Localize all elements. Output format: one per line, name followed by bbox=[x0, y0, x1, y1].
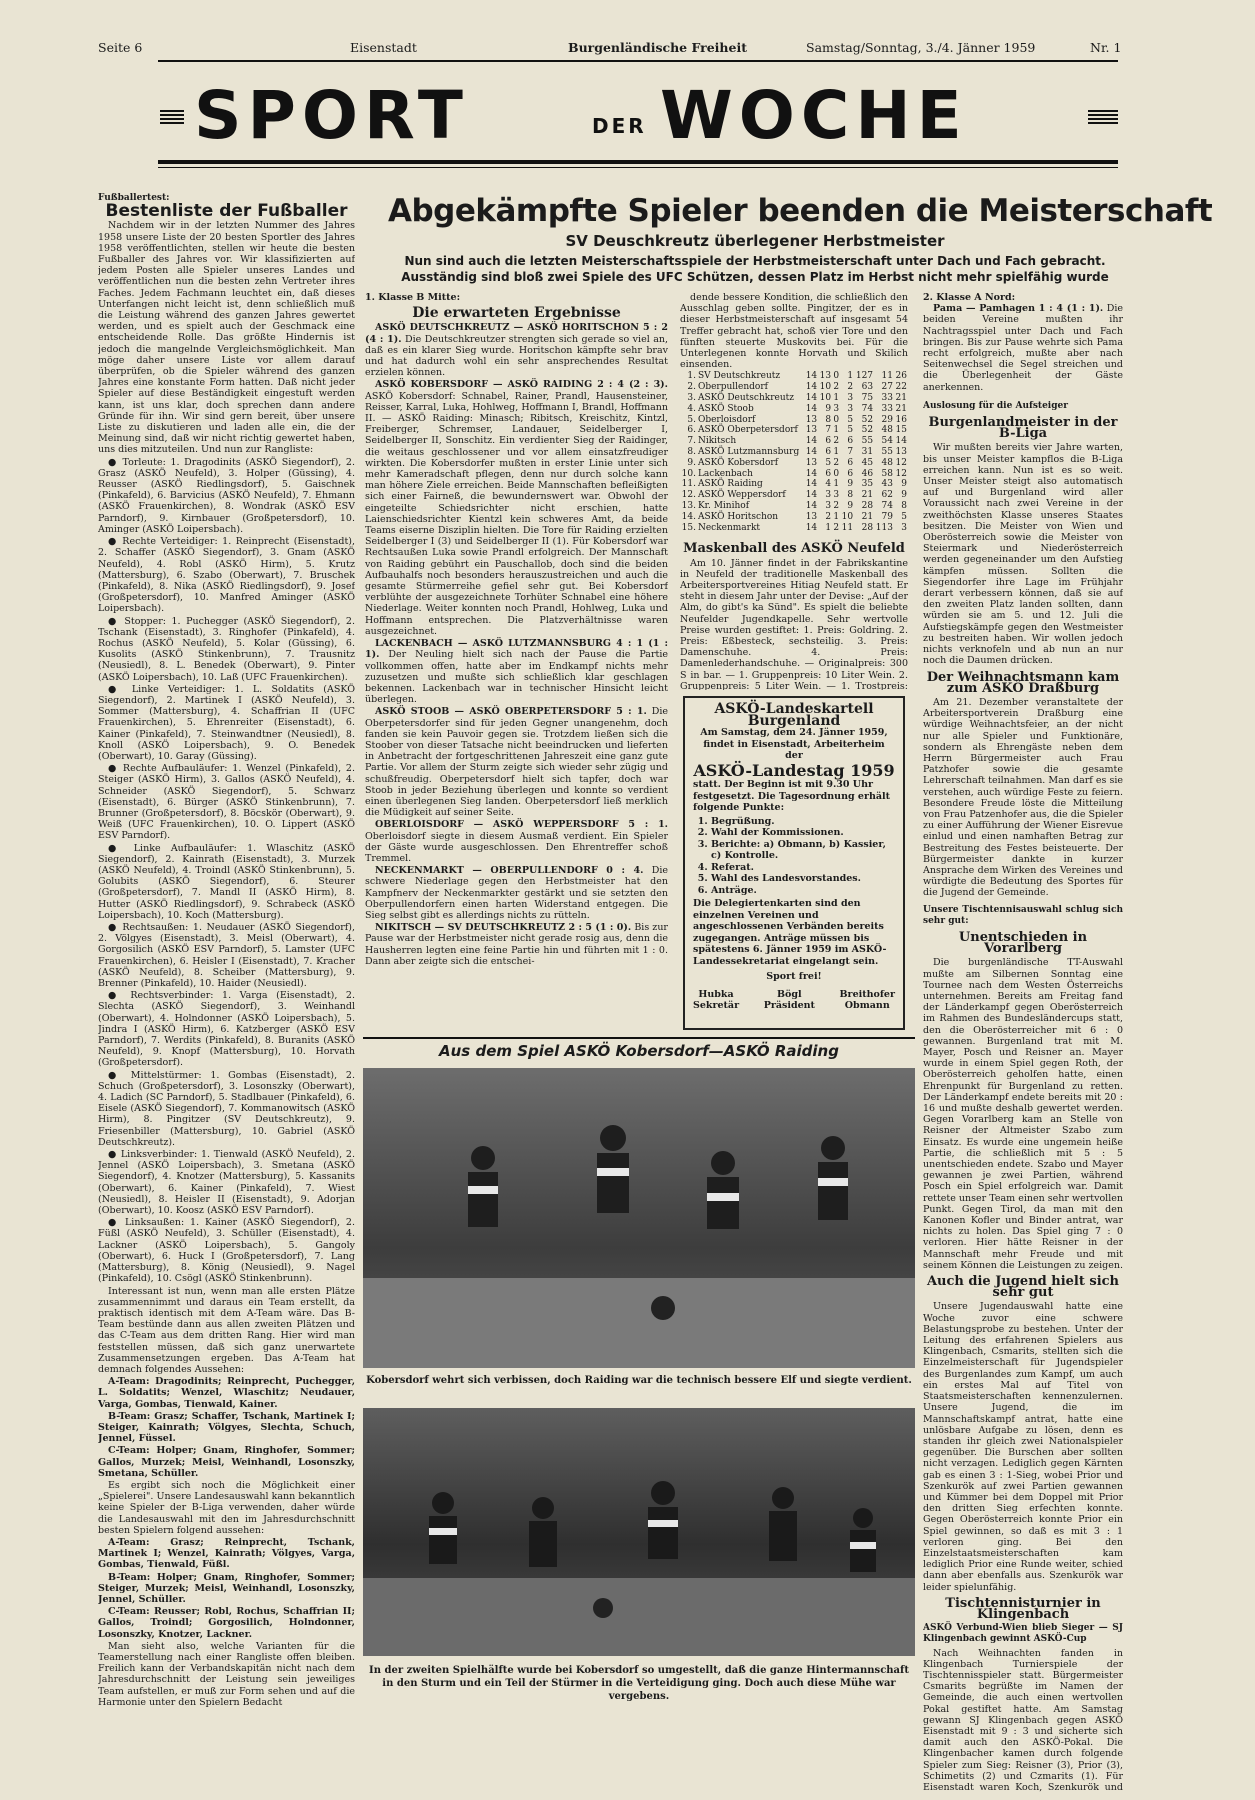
table-cell: 9 bbox=[825, 403, 832, 414]
right-title-1: Burgenlandmeister in der B-Liga bbox=[928, 415, 1118, 442]
team-c-1: C-Team: Holper; Gnam, Ringhofer, Sommer; Gallos, Murzek; Meisl, Weinhandl, Losonszky, Smetana, Schüller. bbox=[98, 1445, 355, 1479]
ranking-right-inside: ● Rechtsverbinder: 1. Varga (Eisenstadt), 2. Slechta (ASKÖ Siegendorf), 3. Weinhandl (Oberwart), 4. Holndonner (ASKÖ Loipersbach), 5. Jindra I (ASKÖ Hirm), 6. Katzberger (ASKÖ ESV Parndorf), 7. Werdits (Pinkafeld), 8. Buranits (ASKÖ Neufeld), 9. Knopf (Mattersburg), 10. Horvath (Großpetersdorf). bbox=[98, 990, 355, 1069]
table-cell: Nikitsch bbox=[697, 436, 737, 447]
table-cell: 4 bbox=[825, 479, 832, 490]
table-cell: 2 bbox=[833, 457, 840, 468]
masthead-sport: SPORT bbox=[194, 77, 469, 154]
table-cell: 45 bbox=[861, 457, 874, 468]
table-cell: 10 bbox=[841, 511, 854, 522]
table-cell: 3 bbox=[833, 403, 840, 414]
right-title-2: Der Weihnachtsmann kam zum ASKÖ Draßburg bbox=[926, 669, 1120, 696]
signer-name: Hubka bbox=[698, 988, 734, 1000]
right-title-5: Tischtennisturnier in Klingenbach bbox=[945, 1595, 1101, 1622]
table-cell: 52 bbox=[861, 425, 874, 436]
box-note: Die Delegiertenkarten sind den einzelnen Vereinen und angeschlossenen Verbänden bereits zugegangen. Anträge müssen bis spätestens 6. Jänner 1959 im ASKÖ-Landessekretariat eingelangt sein. bbox=[693, 898, 887, 967]
match-5-text: Oberloisdorf siegte in diesem Ausmaß verdient. Ein Spieler der Gäste wurde ausgeschlossen. Den Ehrentreffer schoß Tremmel. bbox=[365, 830, 668, 864]
agenda-item: 4. Referat. bbox=[711, 862, 895, 874]
table-row bbox=[680, 415, 908, 426]
results-column bbox=[365, 292, 668, 1004]
table-cell: 113 bbox=[875, 522, 893, 533]
table-cell: 13 bbox=[805, 511, 818, 522]
table-cell: ASKÖ Lutzmannsburg bbox=[697, 447, 800, 457]
table-cell: 8 bbox=[847, 490, 854, 501]
left-end: Man sieht also, welche Varianten für die Teamerstellung nach einer Rangliste offen bleiben. Freilich kann der Verbandskapitän nicht nach dem Jahresdurchschnitt der Leistung sein jeweiliges Team aufstellen, er muß zur Form sehen und auf die Harmonie unter den Spielern Bedacht bbox=[98, 1640, 355, 1708]
table-cell: 14 bbox=[805, 393, 818, 404]
results-title: Die erwarteten Ergebnisse bbox=[412, 305, 621, 322]
table-cell: 54 bbox=[881, 436, 893, 447]
table-cell: 3 bbox=[825, 490, 832, 501]
announcement-box bbox=[683, 696, 905, 1030]
team-a-2: A-Team: Grasz; Reinprecht, Tschank, Martinek I; Wenzel, Kainrath; Völgyes, Varga, Gombas, Tienwald, Füßl. bbox=[98, 1536, 355, 1571]
table-row bbox=[680, 469, 908, 480]
table-cell: 8 bbox=[825, 414, 832, 425]
table-cell: 1 bbox=[833, 511, 840, 522]
table-cell: 14 bbox=[805, 500, 818, 511]
table-cell: 0 bbox=[833, 371, 840, 382]
photo-rule bbox=[363, 1037, 915, 1039]
table-cell: Lackenbach bbox=[697, 468, 753, 479]
table-cell: 6 bbox=[825, 468, 832, 479]
header-rule bbox=[158, 60, 1118, 62]
photo-caption-1: Kobersdorf wehrt sich verbissen, doch Raiding war die technisch bessere Elf und siegte verdient. bbox=[366, 1375, 912, 1386]
table-cell: 3 bbox=[847, 403, 854, 414]
right-kicker-3: Unsere Tischtennisauswahl schlug sich sehr gut: bbox=[923, 904, 1123, 926]
table-cell: SV Deutschkreutz bbox=[697, 371, 781, 382]
right-column bbox=[923, 292, 1123, 1792]
right-section: 2. Klasse A Nord: bbox=[923, 292, 1016, 303]
table-cell: 10. bbox=[681, 468, 696, 479]
table-cell: 5. bbox=[687, 414, 696, 425]
page-number: Seite 6 bbox=[98, 40, 143, 55]
right-text-3: Die burgenländische TT-Auswahl mußte am Silbernen Sonntag eine Tournee nach dem Westen Österreichs unternehmen. Bereits am Freitag fand der Länderkampf gegen Oberösterreich im Rahmen des Bundesländercups statt, den die Oberösterreicher mit 6 : 0 gewannen. Burgenland trat mit M. Mayer, Posch und Reisner an. Mayer wurde in einem Spiel gegen Roth, der Oberösterreich geholfen hatte, einen Ehrenpunkt für Burgenland zu retten. Der Länderkampf endete bereits mit 20 : 16 und mußte deshalb gewertet werden. Gegen Vorarlberg kam an Stelle von Reisner der Altmeister Szabo zum Einsatz. Es wurde eine ungemein heiße Partie, die schließlich mit 5 : 5 unentschieden endete. Szabo und Mayer gewannen je zwei Partien, während Posch ein Spiel erfolgreich war. Damit rettete unser Team einen sehr wertvollen Punkt. Gegen Tirol, da man mit den Kanonen Kofler und Binder antrat, war nichts zu holen. Das Spiel ging 7 : 0 verloren. Hier hätte Reisner in der Mannschaft mehr Freude und mit seinem Können die Leistungen zu zeigen. bbox=[923, 957, 1123, 1271]
main-subheadline: SV Deuschkreutz überlegener Herbstmeister bbox=[565, 232, 945, 250]
masthead-rule bbox=[158, 160, 1118, 164]
table-cell: 55 bbox=[861, 436, 874, 447]
table-cell: 33 bbox=[881, 393, 893, 404]
box-start: statt. Der Beginn ist mit 9.30 Uhr festgesetzt. Die Tagesordnung erhält folgende Punkte: bbox=[693, 779, 891, 813]
table-row bbox=[680, 371, 908, 382]
table-cell: 52 bbox=[861, 414, 874, 425]
right-kicker-1: Auslosung für die Aufsteiger bbox=[923, 400, 1068, 411]
masthead bbox=[160, 78, 1120, 158]
table-cell: ASKÖ Raiding bbox=[697, 479, 763, 490]
table-cell: 6 bbox=[825, 436, 832, 447]
left-intro: Nachdem wir in der letzten Nummer des Jahres 1958 unsere Liste der 20 besten Sportler des Jahres 1958 veröffentlichten, stellen wir heute die besten Fußballer des Jahres vor. Wir klassifizierten auf jedem Posten alle Spieler unseres Landes und veröffentlichen nun die besten zehn Vertreter ihres Faches. Jedem Fachmann leuchtet ein, daß dieses Unterfangen nicht leicht ist, denn schließlich muß die Leistung während des ganzen Jahres gewertet werden, und es spielt auch der Geschmack eine entscheidende Rolle. Das größte Hindernis ist jedoch die mangelnde Vergleichsmöglichkeit. Man möge daher unsere Liste vor allem darauf überprüfen, ob die Spieler während des ganzen Jahres eine konstante Form hatten. Daß nicht jeder Spieler auf diese Beständigkeit eingestuft werden kann, ist uns klar, doch sprechen dann andere Gründe für ihn. Wir sind gern bereit, über unsere Liste zu diskutieren und laden alle ein, die der Meinung sind, daß wir nicht richtig gewertet haben, uns dies mitzuteilen. Und nun zur Rangliste: bbox=[98, 220, 355, 456]
table-cell: 7 bbox=[825, 425, 832, 436]
main-lead: Nun sind auch die letzten Meisterschaftsspiele der Herbstmeisterschaft unter Dach und Fach gebracht. Ausständig sind bloß zwei Spiele des UFC Schützen, dessen Platz im Herbst nicht mehr spielfähig wurde bbox=[401, 254, 1109, 284]
table-cell: 1 bbox=[833, 479, 840, 490]
table-cell: 11 bbox=[881, 371, 893, 382]
right-text-1: Wir mußten bereits vier Jahre warten, bis unser Meister kampflos die B-Liga erreichen kann. Nun ist es so weit. Unser Meister steigt also automatisch auf und Burgenland wird aller Voraussicht nach zwei Vereine in der zweithöchsten Klasse unseres Staates besitzen. Die Meister von Wien und Oberösterreich sowie die Meister von Steiermark und Niederösterreich werden gegeneinander um den Aufstieg kämpfen müssen. Sollten die Siegendorfer ihre Lage im Frühjahr derart verbessern können, daß sie auf den zweiten Platz landen sollten, dann würden sie am 5. und 12. Juli die Aufstiegskämpfe gegen den Westmeister zu bestreiten haben. Wir wollen jedoch nichts verknofeln und ab nun an nur noch die Daumen drücken. bbox=[923, 442, 1123, 667]
agenda-item: 2. Wahl der Kommissionen. bbox=[711, 827, 895, 839]
table-cell: 13 bbox=[805, 457, 818, 468]
box-title: ASKÖ-Landeskartell Burgenland bbox=[714, 701, 874, 729]
ball-title: Maskenball des ASKÖ Neufeld bbox=[683, 541, 905, 557]
table-cell: 2 bbox=[833, 436, 840, 447]
table-cell: 14 bbox=[805, 490, 818, 501]
table-cell: 2 bbox=[833, 382, 840, 393]
table-cell: 74 bbox=[881, 500, 893, 511]
league-table bbox=[680, 371, 908, 533]
table-row bbox=[680, 512, 908, 523]
table-cell: 58 bbox=[881, 468, 893, 479]
table-cell: 6 bbox=[847, 436, 854, 447]
table-cell: 6. bbox=[687, 425, 696, 436]
match-7-text: Bis zur Pause war der Herbstmeister nicht gerade rosig aus, denn die Hausherren legten eine feine Partie hin und führten mit 1 : 0. Dann aber zeigte sich die entschei- bbox=[365, 922, 668, 967]
ranking-centre-forwards: ● Mittelstürmer: 1. Gombas (Eisenstadt), 2. Schuch (Großpetersdorf), 3. Losonszky (Oberwart), 4. Ladich (SC Parndorf), 5. Stadlbauer (Pinkafeld), 6. Eisele (ASKÖ Siegendorf), 7. Kommanowitsch (ASKÖ Hirm), 8. Pingitzer (SV Deutschkreutz), 9. Friesenbiller (Mattersburg), 10. Gabriel (ASKÖ Deutschkreutz). bbox=[98, 1069, 355, 1148]
table-cell: 22 bbox=[895, 382, 907, 393]
table-cell: 9 bbox=[901, 479, 907, 490]
table-row bbox=[680, 523, 908, 534]
match-3-text: Der Neuling hielt sich nach der Pause die Partie vollkommen offen, hatte aber im Endkampf nichts mehr zuzusetzen und mußte sich schließlich klar geschlagen bekennen. Lackenbach war in technischer Hinsicht leicht überlegen. bbox=[365, 649, 668, 706]
signer-name: Bögl bbox=[777, 988, 802, 1000]
issue-number: Nr. 1 bbox=[1090, 40, 1122, 55]
photo-title: Aus dem Spiel ASKÖ Kobersdorf—ASKÖ Raiding bbox=[439, 1042, 839, 1060]
table-cell: 14 bbox=[805, 371, 818, 382]
place: Eisenstadt bbox=[350, 40, 417, 55]
table-cell: 46 bbox=[861, 468, 874, 479]
table-cell: 5 bbox=[847, 414, 854, 425]
table-cell: 27 bbox=[881, 382, 893, 393]
table-cell: Oberloisdorf bbox=[697, 414, 756, 425]
table-cell: ASKÖ Stoob bbox=[697, 403, 754, 414]
match-7-continued: dende bessere Kondition, die schließlich den Ausschlag geben sollte. Pingitzer, der es in dieser Herbstmeisterschaft auf insgesamt 54 Treffer gebracht hat, schoß vier Tore und den fünften steuerte Muskovits bei. Für die Unterlegenen konnte Horvath und Skilich einsenden. bbox=[680, 292, 908, 371]
match-5-head: OBERLOISDORF — ASKÖ WEPPERSDORF 5 : 1. bbox=[375, 819, 668, 831]
match-4-head: ASKÖ STOOB — ASKÖ OBERPETERSDORF 5 : 1. bbox=[375, 706, 647, 718]
table-cell: 0 bbox=[833, 468, 840, 479]
table-cell: 13 bbox=[819, 371, 832, 382]
left-after: Interessant ist nun, wenn man alle ersten Plätze zusammennimmt und daraus ein Team erstellt, da praktisch identisch mit dem A-Team wäre. Das B-Team bestünde dann aus allen zweiten Plätzen und das C-Team aus dem dritten Rang. Hier wird man feststellen müssen, daß sich ganz unerwartete Zusammensetzungen ergeben. Das A-Team hat demnach folgendes Aussehen: bbox=[98, 1285, 355, 1375]
table-cell: 43 bbox=[881, 479, 893, 490]
table-cell: 6 bbox=[847, 468, 854, 479]
table-cell: 10 bbox=[819, 382, 832, 393]
match-6-head: NECKENMARKT — OBERPULLENDORF 0 : 4. bbox=[375, 865, 644, 877]
table-cell: 31 bbox=[861, 447, 874, 457]
table-cell: 21 bbox=[861, 511, 874, 522]
table-cell: 6 bbox=[847, 457, 854, 468]
team-b-1: B-Team: Grasz; Schaffer, Tschank, Martinek I; Steiger, Kainrath; Völgyes, Slechta, Schuch, Jennel, Füssel. bbox=[98, 1410, 355, 1445]
table-row bbox=[680, 382, 908, 393]
table-cell: 63 bbox=[861, 382, 874, 393]
table-cell: Oberpullendorf bbox=[697, 382, 768, 393]
ranking-stoppers: ● Stopper: 1. Puchegger (ASKÖ Siegendorf), 2. Tschank (Eisenstadt), 3. Ringhofer (Pinkafeld), 4. Rochus (ASKÖ Neufeld), 5. Kolar (Güssing), 6. Kusolits (ASKÖ Stinkenbrunn), 7. Trausnitz (Neusiedl), 8. L. Benedek (Oberwart), 9. Pinter (ASKÖ Loipersbach), 10. Laß (UFC Frauenkirchen). bbox=[98, 615, 355, 683]
table-cell: 2. bbox=[687, 382, 696, 393]
table-cell: 14 bbox=[805, 447, 818, 457]
table-cell: 8 bbox=[901, 500, 907, 511]
table-cell: Kr. Minihof bbox=[697, 500, 750, 511]
agenda-item: 5. Wahl des Landesvorstandes. bbox=[711, 873, 895, 885]
table-row bbox=[680, 458, 908, 469]
table-cell: 13 bbox=[805, 425, 818, 436]
table-row bbox=[680, 501, 908, 512]
table-cell: 1. bbox=[687, 371, 696, 382]
table-cell: 3 bbox=[847, 393, 854, 404]
table-cell: 2 bbox=[833, 522, 840, 533]
table-cell: 8. bbox=[687, 447, 696, 457]
table-cell: 2 bbox=[847, 382, 854, 393]
table-cell: 79 bbox=[881, 511, 893, 522]
table-cell: 29 bbox=[881, 414, 893, 425]
box-event: ASKÖ-Landestag 1959 bbox=[693, 760, 895, 780]
match-1-text: Die Deutschkreutzer strengten sich gerade so viel an, daß es ein klarer Sieg wurde. Horitschon kämpfte sehr brav und hat dadurch wohl ein sehr ansprechendes Resultat erzielen können. bbox=[365, 333, 668, 379]
agenda-item: 6. Anträge. bbox=[711, 885, 895, 897]
masthead-woche: WOCHE bbox=[660, 77, 968, 154]
table-cell: 21 bbox=[895, 403, 907, 414]
table-cell: 7. bbox=[687, 436, 696, 447]
masthead-der: DER bbox=[592, 114, 647, 138]
pama-text: Die beiden Vereine mußten ihr Nachtragsspiel unter Dach und Fach bringen. Bis zur Pause wehrte sich Pama recht erfolgreich, mußte aber nach Seitenwechsel die Segel streichen und die Überlegenheit der Gäste anerkennen. bbox=[923, 303, 1123, 393]
match-6-text: Die schwere Niederlage gegen den Herbstmeister hat den Kampfnerv der Neckenmarkter gestärkt und sie setzten den Oberpullendorfern einen harten Widerstand entgegen. Die Sieg selbst gibt es allerdings nichts zu rütteln. bbox=[365, 865, 668, 921]
table-row bbox=[680, 425, 908, 436]
table-cell: 14 bbox=[805, 382, 818, 393]
paper-name: Burgenländische Freiheit bbox=[568, 40, 747, 55]
table-cell: 75 bbox=[861, 393, 874, 404]
signer-role: Präsident bbox=[763, 1000, 815, 1011]
table-cell: 9 bbox=[847, 479, 854, 490]
table-cell: 2 bbox=[833, 500, 840, 511]
table-row bbox=[680, 404, 908, 415]
table-cell: 12. bbox=[681, 490, 696, 501]
box-signatures bbox=[693, 989, 895, 1012]
pama-head: Pama — Pamhagen 1 : 4 (1 : 1). bbox=[933, 303, 1104, 315]
table-cell: 28 bbox=[861, 522, 874, 533]
table-cell: 12 bbox=[895, 457, 907, 468]
masthead-rule-thin bbox=[158, 167, 1118, 168]
agenda-item: 1. Begrüßung. bbox=[711, 816, 895, 828]
box-greeting: Sport frei! bbox=[766, 971, 822, 982]
table-cell: 13 bbox=[805, 414, 818, 425]
match-3-head: LACKENBACH — ASKÖ LUTZMANNSBURG 4 : 1 (1 : 1). bbox=[365, 638, 668, 661]
table-cell: 13 bbox=[895, 447, 907, 457]
table-cell: 0 bbox=[833, 414, 840, 425]
table-column bbox=[680, 292, 908, 690]
table-cell: 127 bbox=[855, 371, 874, 382]
table-cell: ASKÖ Weppersdorf bbox=[697, 490, 786, 501]
team-a-1: A-Team: Dragodinits; Reinprecht, Puchegger, L. Soldatits; Wenzel, Wlaschitz; Neudauer, Varga, Gombas, Tienwald, Kainer. bbox=[98, 1376, 355, 1410]
ball-text: Am 10. Jänner findet in der Fabrikskantine in Neufeld der traditionelle Maskenball des Arbeitersportvereines Hitiag Neufeld statt. Er steht in diesem Jahr unter der Devise: „Auf der Alm, do gibt's ka Sünd". Es spielt die beliebte Neufelder Jugendkapelle. Sehr wertvolle Preise wurden gestiftet: 1. Preis: Goldring. 2. Preis: Eßbesteck, sechsteilig. 3. Preis: Damenschuhe. 4. Preis: Damenlederhandschuhe. — Originalpreis: 300 S in bar. — 1. Gruppenpreis: 10 Liter Wein. 2. Gruppenpreis: 5 Liter Wein. — 1. Trostpreis: bbox=[680, 557, 908, 690]
table-cell: 14. bbox=[681, 511, 696, 522]
table-cell: Neckenmarkt bbox=[697, 522, 761, 533]
table-row bbox=[680, 490, 908, 501]
table-cell: 35 bbox=[861, 479, 874, 490]
table-row bbox=[680, 436, 908, 447]
table-cell: 10 bbox=[819, 393, 832, 404]
table-cell: 21 bbox=[861, 490, 874, 501]
signer-role: Sekretär bbox=[693, 1000, 740, 1011]
table-cell: 26 bbox=[895, 371, 907, 382]
table-cell: 5 bbox=[901, 511, 907, 522]
table-cell: 3 bbox=[833, 490, 840, 501]
table-cell: 12 bbox=[895, 468, 907, 479]
table-cell: 1 bbox=[833, 425, 840, 436]
table-cell: 11. bbox=[681, 479, 696, 490]
left-title: Bestenliste der Fußballer bbox=[105, 201, 348, 222]
table-cell: 14 bbox=[805, 436, 818, 447]
table-cell: 62 bbox=[881, 490, 893, 501]
ranking-right-wings: ● Rechtsaußen: 1. Neudauer (ASKÖ Siegendorf), 2. Völgyes (Eisenstadt), 3. Meisl (Oberwart), 4. Gorgosilich (ASKÖ ESV Parndorf), 5. Lamster (UFC Frauenkirchen), 6. Heisler I (Eisenstadt), 7. Kracher (ASKÖ Neufeld), 8. Scheiber (Mattersburg), 9. Brenner (Pinkafeld), 10. Haider (Neusiedl). bbox=[98, 922, 355, 990]
table-cell: ASKÖ Deutschkreutz bbox=[697, 393, 794, 404]
table-cell: 2 bbox=[825, 511, 832, 522]
table-cell: 14 bbox=[805, 403, 818, 414]
table-cell: 33 bbox=[881, 403, 893, 414]
ranking-right-backs: ● Rechte Verteidiger: 1. Reinprecht (Eisenstadt), 2. Schaffer (ASKÖ Siegendorf), 3. Gnam (ASKÖ Neufeld), 4. Robl (ASKÖ Hirm), 5. Krutz (Mattersburg), 6. Szabo (Oberwart), 7. Bruschek (Pinkafeld), 8. Nika (ASKÖ Riedlingsdorf), 9. Josef (Großpetersdorf), 10. Manfred Aminger (ASKÖ Loipersbach). bbox=[98, 536, 355, 615]
table-cell: 11 bbox=[841, 522, 854, 533]
table-cell: 55 bbox=[881, 447, 893, 457]
photo-football-2 bbox=[363, 1408, 915, 1656]
football-scene-1-icon bbox=[363, 1068, 915, 1368]
table-cell: 48 bbox=[881, 457, 893, 468]
left-middle: Es ergibt sich noch die Möglichkeit einer „Spielerei". Unsere Landesauswahl kann bekanntlich keine Spieler der B-Liga verwenden, daher würde die Landesauswahl mit den im Jahresdurchschnitt besten Spielern folgend aussehen: bbox=[98, 1479, 355, 1536]
issue-date: Samstag/Sonntag, 3./4. Jänner 1959 bbox=[806, 40, 1036, 55]
table-cell: 7 bbox=[847, 447, 854, 457]
main-headline: Abgekämpfte Spieler beenden die Meisterschaft bbox=[388, 193, 1213, 229]
table-cell: 6 bbox=[825, 447, 832, 457]
table-cell: 1 bbox=[847, 371, 854, 382]
table-cell: 15 bbox=[895, 425, 907, 436]
page-header bbox=[0, 40, 1255, 60]
table-row bbox=[680, 447, 908, 458]
table-cell: 48 bbox=[881, 425, 893, 436]
agenda-item: 3. Berichte: a) Obmann, b) Kassier, c) Kontrolle. bbox=[711, 839, 895, 862]
ranking-left-halves: ● Linke Aufbauläufer: 1. Wlaschitz (ASKÖ Siegendorf), 2. Kainrath (Eisenstadt), 3. Murzek (ASKÖ Neufeld), 4. Troindl (ASKÖ Stinkenbrunn), 5. Golubits (ASKÖ Siegendorf), 6. Steurer (Großpetersdorf), 7. Mandl II (ASKÖ Hirm), 8. Hutter (ASKÖ Riedlingsdorf), 9. Schrabeck (ASKÖ Loipersbach), 10. Koch (Mattersburg). bbox=[98, 842, 355, 921]
table-cell: 9. bbox=[687, 457, 696, 468]
table-cell: 74 bbox=[861, 403, 874, 414]
left-column bbox=[98, 193, 355, 1793]
table-cell: 3. bbox=[687, 393, 696, 404]
right-text-4: Unsere Jugendauswahl hatte eine Woche zuvor eine schwere Belastungsprobe zu bestehen. Unter der Leitung des erfahrenen Spielers aus Klingenbach, Csmarits, stellten sich die Einzelmeisterschaft für Jugendspieler des Burgenlandes zum Kampf, um auch ein erstes Mal auf Titel von Staatsmeisterschaften kennenzulernen. Unsere Jugend, die im Mannschaftskampf antrat, hatte eine unlösbare Aufgabe zu lösen, denn es standen ihr gleich zwei Nationalspieler gegenüber. Die Burschen aber sollten nicht verzagen. Lediglich gegen Kärnten gab es einen 3 : 1-Sieg, wobei Prior und Szenkurök auf zwei Partien gewannen und Kümmer bei dem Doppel mit Prior den dritten Sieg erfechten konnte. Gegen Oberösterreich konnte Prior ein Spiel gewinnen, so daß es mit 3 : 1 verloren ging. Bei den Einzelstaatsmeisterschaften kam lediglich Prior eine Runde weiter, schied dann aber ebenfalls aus. Szenkurök war leider spielunfähig. bbox=[923, 1301, 1123, 1593]
table-cell: 4. bbox=[687, 403, 696, 414]
football-scene-2-icon bbox=[363, 1408, 915, 1656]
photo-football-1 bbox=[363, 1068, 915, 1368]
left-kicker: Fußballertest: bbox=[98, 193, 170, 203]
table-cell: 13. bbox=[681, 500, 696, 511]
table-cell: ASKÖ Oberpetersdorf bbox=[697, 425, 798, 436]
table-cell: 9 bbox=[847, 500, 854, 511]
table-cell: 1 bbox=[825, 522, 832, 533]
table-cell: 21 bbox=[895, 393, 907, 404]
table-cell: 14 bbox=[805, 468, 818, 479]
signer-role: Obmann bbox=[844, 1000, 890, 1011]
right-text-2: Am 21. Dezember veranstaltete der Arbeitersportverein Draßburg eine würdige Weihnachtsfeier, an der nicht nur alle Spieler und Funktionäre, sondern als Ehrengäste neben dem Herrn Bürgermeister auch Frau Patzhofer sowie die gesamte Lehrerschaft teilnahmen. Man darf es sie verstehen, auch würdige Feste zu feiern. Besondere Freude löste die Mitteilung von Frau Patzenhofer aus, die die Spieler zu einer Aufführung der Wiener Eisrevue einlud und einen namhaften Betrag zur Bestreitung des Festes beisteuerte. Der Bürgermeister dankte in kurzer Ansprache dem Wirken des Vereines und würdigte die Bedeutung des Sportes für die Jugend der Gemeinde. bbox=[923, 696, 1123, 899]
team-c-2: C-Team: Reusser; Robl, Rochus, Schaffrian II; Gallos, Troindl; Gorgosilich, Holndonner, Losonszky, Knotzer, Lackner. bbox=[98, 1606, 355, 1640]
table-cell: 16 bbox=[895, 414, 907, 425]
match-2-text: ASKÖ Kobersdorf: Schnabel, Rainer, Prandl, Hausensteiner, Reisser, Karral, Luka, Hohlweg, Hoffmann I, Brandl, Hoffmann II. — ASKÖ Raiding: Minasch; Ribitsch, Kreischitz, Kintzl, Freiberger, Schremser, Landauer, Seidelberger I, Seidelberger II, Sonschitz. Ein verdienter Sieg der Raidinger, die weitaus geschlossener und vor allem einsatzfreudiger wirkten. Die Kobersdorfer mußten in erster Linie unter sich mehr Kameradschaft pflegen, denn nur durch solche kann man höhere Ziele erreichen. Beide Mannschaften befleißigten sich einer Fairneß, die bewundernswert war. Obwohl der eingeteilte Schiedsrichter nicht erschien, hatte Laienschiedsrichter Kientzl kein schweres Amt, da beide Teams eiserne Disziplin hielten. Die Tore für Raiding erzielten Seidelberger I (3) und Seidelberger II (1). Für Kobersdorf war Rechtsaußen Luka sowie Prandl erfolgreich. Der Mannschaft von Raiding gebührt ein Pauschallob, doch sind die beiden Aufbauhalfs noch besonders herauszustreichen und auch die gesamte Stürmerreihe gefiel sehr gut. Bei Kobersdorf verblühte der ausgezeichnete Torhüter Schnabel eine höhere Niederlage. Weiter konnten noch Prandl, Hohlweg, Luka und Hoffmann entsprechen. Die Platzverhältnisse waren ausgezeichnet. bbox=[365, 390, 668, 637]
match-2-head: ASKÖ KOBERSDORF — ASKÖ RAIDING 2 : 4 (2 : 3). bbox=[375, 379, 668, 391]
table-row bbox=[680, 393, 908, 404]
table-cell: ASKÖ Horitschon bbox=[697, 511, 779, 522]
table-cell: 15. bbox=[681, 522, 696, 533]
box-agenda bbox=[711, 816, 895, 897]
right-text-5: Nach Weihnachten fanden in Klingenbach Turnierspiele der Tischtennisspieler statt. Bürgermeister Csmarits begrüßte im Namen der Gemeinde, die auch einen wertvollen Pokal gestiftet hatte. Am Samstag gewann SJ Klingenbach gegen ASKÖ Eisenstadt mit 9 : 3 und sicherte sich damit auch den ASKÖ-Pokal. Die Klingenbacher kamen durch folgende Spieler zum Sieg: Reisner (3), Prior (3), Schimetits (2) und Czmarits (1). Für Eisenstadt waren Koch, Szenkurök und bbox=[923, 1647, 1123, 1792]
ranking-left-backs: ● Linke Verteidiger: 1. L. Soldatits (ASKÖ Siegendorf), 2. Martinek I (ASKÖ Neufeld), 3. Sommer (Mattersburg), 4. Schaffrian II (UFC Frauenkirchen), 5. Ehrenreiter (Eisenstadt), 6. Kainer (Pinkafeld), 7. Steinwandtner (Neusiedl), 8. Knoll (ASKÖ Loipersbach), 9. O. Benedek (Oberwart), 10. Garay (Güssing). bbox=[98, 683, 355, 762]
table-cell: 1 bbox=[833, 393, 840, 404]
table-cell: 9 bbox=[901, 490, 907, 501]
table-cell: 5 bbox=[847, 425, 854, 436]
right-title-3: Unentschieden in Vorarlberg bbox=[958, 929, 1088, 957]
table-cell: 14 bbox=[805, 479, 818, 490]
table-cell: 14 bbox=[805, 522, 818, 533]
right-kicker-5: ASKÖ Verbund-Wien blieb Sieger — SJ Klingenbach gewinnt ASKÖ-Cup bbox=[923, 1623, 1123, 1645]
table-cell: 3 bbox=[901, 522, 907, 533]
match-7-head: NIKITSCH — SV DEUTSCHKREUTZ 2 : 5 (1 : 0). bbox=[375, 922, 632, 934]
table-cell: 14 bbox=[895, 436, 907, 447]
table-cell: ASKÖ Kobersdorf bbox=[697, 457, 779, 468]
match-4-text: Die Oberpetersdorfer sind für jeden Gegner unangenehm, doch fanden sie kein Pauvoir gegen sie. Trotzdem ließen sich die Stoober von dieser Tatsache nicht beeindrucken und lieferten in Anbetracht der fortgeschrittenen Jahreszeit eine ganz gute Partie. Vor allem der Sturm zeigte sich wieder sehr zügig und schußfreudig. Oberpetersdorf hielt sich tapfer, doch war Stoob in jeder Beziehung überlegen und konnte so verdient einen überlegenen Sieg landen. Oberpetersdorf ließ merklich die Müdigkeit auf seiner Seite. bbox=[365, 706, 668, 819]
team-b-2: B-Team: Holper; Gnam, Ringhofer, Sommer; Steiger, Murzek; Meisl, Weinhandl, Losonszky, Jennel, Schüller. bbox=[98, 1571, 355, 1605]
ranking-right-halves: ● Rechte Aufbauläufer: 1. Wenzel (Pinkafeld), 2. Steiger (ASKÖ Hirm), 3. Gallos (ASKÖ Neufeld), 4. Schneider (ASKÖ Siegendorf), 5. Schwarz (Eisenstadt), 6. Bürger (ASKÖ Stinkenbrunn), 7. Brunner (Großpetersdorf), 8. Böcskör (Oberwart), 9. Weiß (UFC Frauenkirchen), 10. O. Lippert (ASKÖ ESV Parndorf). bbox=[98, 763, 355, 842]
table-cell: 1 bbox=[833, 447, 840, 457]
table-cell: 3 bbox=[825, 500, 832, 511]
table-row bbox=[680, 479, 908, 490]
table-cell: 28 bbox=[861, 500, 874, 511]
signer-name: Breithofer bbox=[839, 988, 895, 1000]
ranking-left-wings: ● Linksaußen: 1. Kainer (ASKÖ Siegendorf), 2. Füßl (ASKÖ Neufeld), 3. Schüller (Eisenstadt), 4. Lackner (ASKÖ Loipersbach), 5. Gangoly (Oberwart), 6. Huck I (Großpetersdorf), 7. Lang (Mattersburg), 8. König (Neusiedl), 9. Nagel (Pinkafeld), 10. Csögl (ASKÖ Stinkenbrunn). bbox=[98, 1217, 355, 1285]
box-intro: Am Samstag, dem 24. Jänner 1959, findet in Eisenstadt, Arbeiterheim der bbox=[700, 727, 888, 761]
ranking-left-inside: ● Linksverbinder: 1. Tienwald (ASKÖ Neufeld), 2. Jennel (ASKÖ Loipersbach), 3. Smetana (ASKÖ Siegendorf), 4. Knotzer (Mattersburg), 5. Kassanits (Oberwart), 6. Kainer (Pinkafeld), 7. Wiest (Neusiedl), 8. Heisler II (Eisenstadt), 9. Adorjan (Oberwart), 10. Koosz (ASKÖ ESV Parndorf). bbox=[98, 1149, 355, 1217]
table-cell: 5 bbox=[825, 457, 832, 468]
right-title-4: Auch die Jugend hielt sich sehr gut bbox=[926, 1274, 1120, 1301]
ranking-goalkeepers: ● Torleute: 1. Dragodinits (ASKÖ Siegendorf), 2. Grasz (ASKÖ Neufeld), 3. Holper (Güssing), 4. Reusser (ASKÖ Riedlingsdorf), 5. Gaischnek (Pinkafeld), 6. Barvicius (ASKÖ Neufeld), 7. Ehmann (ASKÖ Frauenkirchen), 8. Wondrak (ASKÖ ESV Parndorf), 9. Kirnbauer (Großpetersdorf), 10. Aminger (ASKÖ Loipersbach). bbox=[98, 456, 355, 535]
match-1-head: ASKÖ DEUTSCHKREUTZ — ASKÖ HORITSCHON 5 : 2 (4 : 1). bbox=[365, 322, 668, 345]
photo-caption-2: In der zweiten Spielhälfte wurde bei Kobersdorf so umgestellt, daß die ganze Hintermannschaft in den Sturm und ein Teil der Stürmer in die Verteidigung ging. Doch auch diese Mühe war vergebens. bbox=[369, 1665, 909, 1702]
results-section: 1. Klasse B Mitte: bbox=[365, 292, 461, 303]
